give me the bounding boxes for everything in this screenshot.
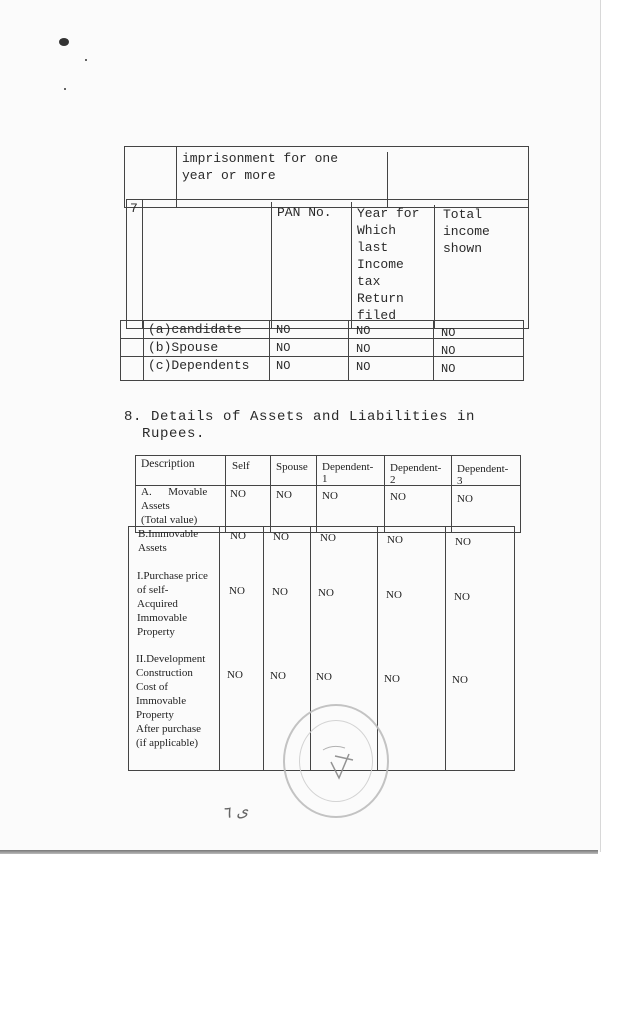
list-item-dependents-year: NO: [356, 360, 371, 374]
row7-number: 7: [130, 201, 138, 216]
table-cell-value: NO: [230, 530, 246, 542]
income-header: Total income shown: [443, 207, 490, 256]
table-cell-value: NO: [318, 587, 334, 599]
list-item-candidate-year: NO: [356, 324, 371, 338]
list-item-candidate-label: (a)candidate: [148, 322, 242, 337]
list-item-dependents-pan: NO: [276, 359, 291, 373]
table-cell-value: NO: [320, 532, 336, 544]
table-cell-value: NO: [276, 489, 292, 501]
seal-signature-icon: [283, 704, 389, 818]
dependent3-header: Dependent- 3: [457, 463, 509, 487]
table-row-description: I.Purchase price of self- Acquired Immovable Property: [137, 570, 208, 638]
self-header: Self: [232, 460, 250, 472]
row6-tail-text: imprisonment for one year or more: [182, 151, 339, 183]
table-cell-value: NO: [386, 589, 402, 601]
table-cell-value: NO: [452, 674, 468, 686]
scan-speck: [85, 59, 87, 61]
list-item-spouse-income: NO: [441, 344, 456, 358]
list-item-spouse-year: NO: [356, 342, 371, 356]
list-item-dependents-label: (c)Dependents: [148, 358, 250, 373]
dependent2-header: Dependent- 2: [390, 462, 442, 486]
table-cell-value: NO: [230, 488, 246, 500]
table-row-description: B.Immovable Assets: [138, 528, 199, 554]
table-cell-value: NO: [229, 585, 245, 597]
list-item-spouse-label: (b)Spouse: [148, 340, 219, 355]
table-cell-value: NO: [322, 490, 338, 502]
list-item-candidate-income: NO: [441, 326, 456, 340]
page-edge-shadow: [0, 850, 598, 854]
list-item-dependents-income: NO: [441, 362, 456, 376]
year-return-header: Year for Which last Income tax Return filed: [357, 206, 420, 323]
dependent1-header: Dependent- 1: [322, 461, 374, 485]
list-item-candidate-pan: NO: [276, 323, 291, 337]
table-cell-value: NO: [387, 534, 403, 546]
pan-header: PAN No.: [277, 205, 332, 220]
table-row-description: A. Movable Assets (Total value): [141, 486, 208, 526]
scan-speck: [59, 38, 69, 46]
table-cell-value: NO: [384, 673, 400, 685]
table-cell-value: NO: [457, 493, 473, 505]
table-cell-value: NO: [455, 536, 471, 548]
scan-speck: [64, 88, 66, 90]
spouse-header: Spouse: [276, 461, 308, 473]
section8-heading: 8. Details of Assets and Liabilities in Rupees.: [124, 409, 476, 442]
table-cell-value: NO: [390, 491, 406, 503]
table-row-description: II.Development Construction Cost of Immovable Property After purchase (if applicable): [136, 653, 206, 749]
official-seal-stamp: [283, 704, 389, 818]
description-header: Description: [141, 458, 195, 470]
table-cell-value: NO: [227, 669, 243, 681]
table-cell-value: NO: [272, 586, 288, 598]
handwritten-page-mark: ی ٦: [221, 800, 250, 823]
table-cell-value: NO: [273, 531, 289, 543]
table-cell-value: NO: [316, 671, 332, 683]
table-cell-value: NO: [270, 670, 286, 682]
table-cell-value: NO: [454, 591, 470, 603]
list-item-spouse-pan: NO: [276, 341, 291, 355]
